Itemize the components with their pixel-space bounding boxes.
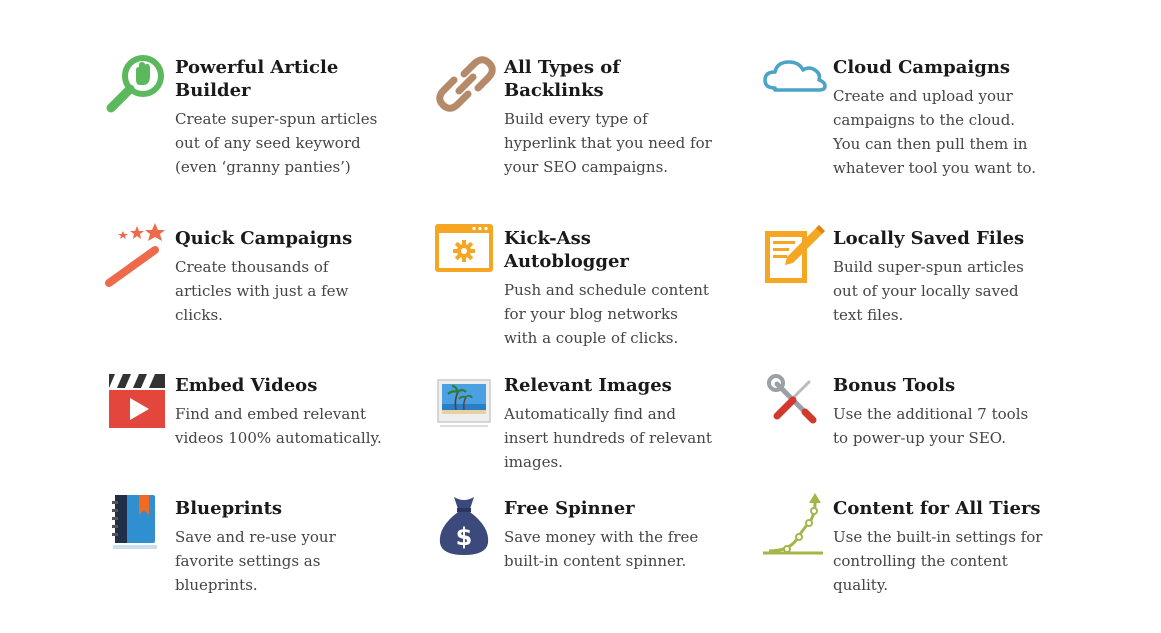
browser-gear-icon bbox=[434, 223, 498, 287]
feature-title: Bonus Tools bbox=[833, 375, 956, 396]
document-pencil-icon bbox=[763, 223, 827, 287]
feature-description: Automatically find and insert hundreds of relevant images. bbox=[504, 405, 712, 471]
feature-title: Locally Saved Files bbox=[833, 228, 1025, 249]
growth-path-icon bbox=[763, 493, 827, 557]
feature-description: Build super-spun articles out of your locally saved text files. bbox=[833, 258, 1024, 324]
feature-description: Find and embed relevant videos 100% automatically. bbox=[175, 405, 382, 447]
notebook-bookmark-icon bbox=[105, 493, 169, 557]
feature-cloud-campaigns bbox=[763, 52, 1037, 192]
cloud-icon bbox=[763, 52, 827, 116]
feature-description: Use the built-in settings for controlling the content quality. bbox=[833, 528, 1043, 594]
feature-description: Save money with the free built-in content spinner. bbox=[504, 528, 699, 570]
feature-locally-saved-files bbox=[763, 223, 1025, 363]
feature-blueprints bbox=[105, 493, 345, 633]
feature-title: All Types of Backlinks bbox=[504, 57, 620, 101]
magic-wand-icon bbox=[105, 223, 169, 287]
feature-description: Create super-spun articles out of any seed keyword (even ‘granny panties’) bbox=[175, 110, 378, 176]
feature-title: Kick-Ass Autoblogger bbox=[504, 228, 629, 272]
feature-autoblogger bbox=[434, 223, 709, 363]
feature-free-spinner bbox=[434, 493, 699, 633]
feature-quick-campaigns bbox=[105, 223, 353, 363]
chain-link-icon bbox=[434, 52, 498, 116]
wrench-screwdriver-icon bbox=[763, 370, 827, 434]
feature-title: Embed Videos bbox=[175, 375, 318, 396]
feature-content-tiers bbox=[763, 493, 1043, 633]
feature-title: Relevant Images bbox=[504, 375, 672, 396]
feature-title: Blueprints bbox=[175, 498, 283, 519]
feature-description: Save and re-use your favorite settings as blueprints. bbox=[175, 528, 336, 594]
money-bag-icon bbox=[434, 493, 498, 557]
feature-title: Free Spinner bbox=[504, 498, 635, 519]
svg-text:$: $ bbox=[455, 523, 473, 551]
feature-description: Build every type of hyperlink that you need for your SEO campaigns. bbox=[504, 110, 712, 176]
feature-description: Create and upload your campaigns to the cloud. You can then pull them in whatever tool you want to. bbox=[833, 87, 1037, 177]
beach-photo-icon bbox=[434, 370, 498, 434]
feature-description: Push and schedule content for your blog networks with a couple of clicks. bbox=[504, 281, 709, 347]
feature-title: Quick Campaigns bbox=[175, 228, 353, 249]
feature-title: Powerful Article Builder bbox=[175, 57, 339, 101]
feature-title: Cloud Campaigns bbox=[833, 57, 1011, 78]
feature-article-builder bbox=[105, 52, 378, 192]
feature-relevant-images bbox=[434, 370, 712, 510]
video-clapper-icon bbox=[105, 370, 169, 434]
feature-backlinks bbox=[434, 52, 712, 192]
feature-description: Use the additional 7 tools to power-up your SEO. bbox=[833, 405, 1029, 447]
magnifier-hand-icon bbox=[105, 52, 169, 116]
feature-description: Create thousands of articles with just a few clicks. bbox=[175, 258, 349, 324]
feature-embed-videos bbox=[105, 370, 382, 510]
feature-title: Content for All Tiers bbox=[833, 498, 1041, 519]
